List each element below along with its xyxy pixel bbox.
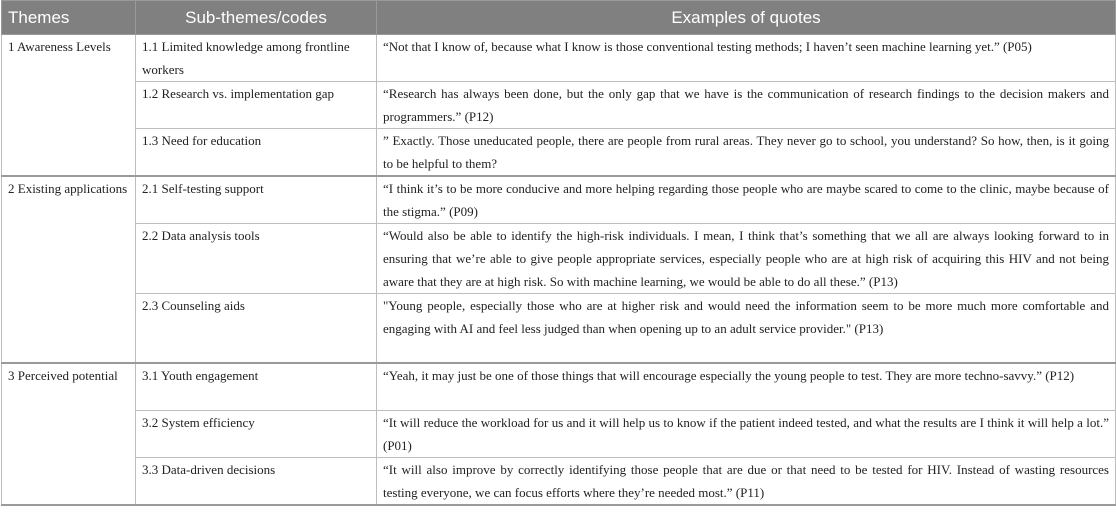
header-themes: Themes <box>2 1 136 35</box>
code-cell: 2.2 Data analysis tools <box>136 224 377 294</box>
code-cell: 3.2 System efficiency <box>136 411 377 458</box>
table-row <box>2 82 1116 129</box>
code-cell: 1.3 Need for education <box>136 129 377 177</box>
quote-cell: "Young people, especially those who are at higher risk and would need the information seem to be more much more comfortable and engaging with AI and feel less judged than when opening up to an adult service provider." (P13) <box>377 294 1116 364</box>
header-sub-themes: Sub-themes/codes <box>136 1 377 35</box>
table-row <box>2 458 1116 506</box>
code-cell: 2.1 Self-testing support <box>136 176 377 224</box>
code-cell: 1.2 Research vs. implementation gap <box>136 82 377 129</box>
table-row <box>2 294 1116 364</box>
quote-cell: ” Exactly. Those uneducated people, there are people from rural areas. They never go to school, you understand? So how, then, is it going to be helpful to them? <box>377 129 1116 177</box>
code-cell: 2.3 Counseling aids <box>136 294 377 364</box>
quote-cell: “It will also improve by correctly identifying those people that are due or that need to be tested for HIV. Instead of wasting resources testing everyone, we can focus efforts where they’re needed most.” (P11) <box>377 458 1116 506</box>
code-cell: 1.1 Limited knowledge among frontline workers <box>136 35 377 82</box>
table-row <box>2 224 1116 294</box>
header-row <box>2 1 1116 35</box>
quote-cell: “Would also be able to identify the high-risk individuals. I mean, I think that’s something that we all are always looking forward to in ensuring that we’re able to give people appropriate services, especially people who are at high risk of acquiring this HIV and not being aware that they are at high risk. So with machine learning, we would be able to do all these.” (P13) <box>377 224 1116 294</box>
theme-cell: 1 Awareness Levels <box>2 35 136 177</box>
theme-cell: 3 Perceived potential <box>2 363 136 505</box>
header-quotes: Examples of quotes <box>377 1 1116 35</box>
table-row <box>2 35 1116 82</box>
quote-cell: “Research has always been done, but the only gap that we have is the communication of research findings to the decision makers and programmers.” (P12) <box>377 82 1116 129</box>
table-row <box>2 363 1116 411</box>
quote-cell: “It will reduce the workload for us and it will help us to know if the patient indeed tested, and what the results are I think it will help a lot.” (P01) <box>377 411 1116 458</box>
table-row <box>2 176 1116 224</box>
themes-table <box>1 0 1116 506</box>
table-row <box>2 411 1116 458</box>
theme-cell: 2 Existing applications <box>2 176 136 363</box>
quote-cell: “I think it’s to be more conducive and more helping regarding those people who are maybe scared to come to the clinic, maybe because of the stigma.” (P09) <box>377 176 1116 224</box>
code-cell: 3.1 Youth engagement <box>136 363 377 411</box>
code-cell: 3.3 Data-driven decisions <box>136 458 377 506</box>
quote-cell: “Yeah, it may just be one of those things that will encourage especially the young people to test. They are more techno-savvy.” (P12) <box>377 363 1116 411</box>
table-row <box>2 129 1116 177</box>
quote-cell: “Not that I know of, because what I know is those conventional testing methods; I haven’t seen machine learning yet.” (P05) <box>377 35 1116 82</box>
